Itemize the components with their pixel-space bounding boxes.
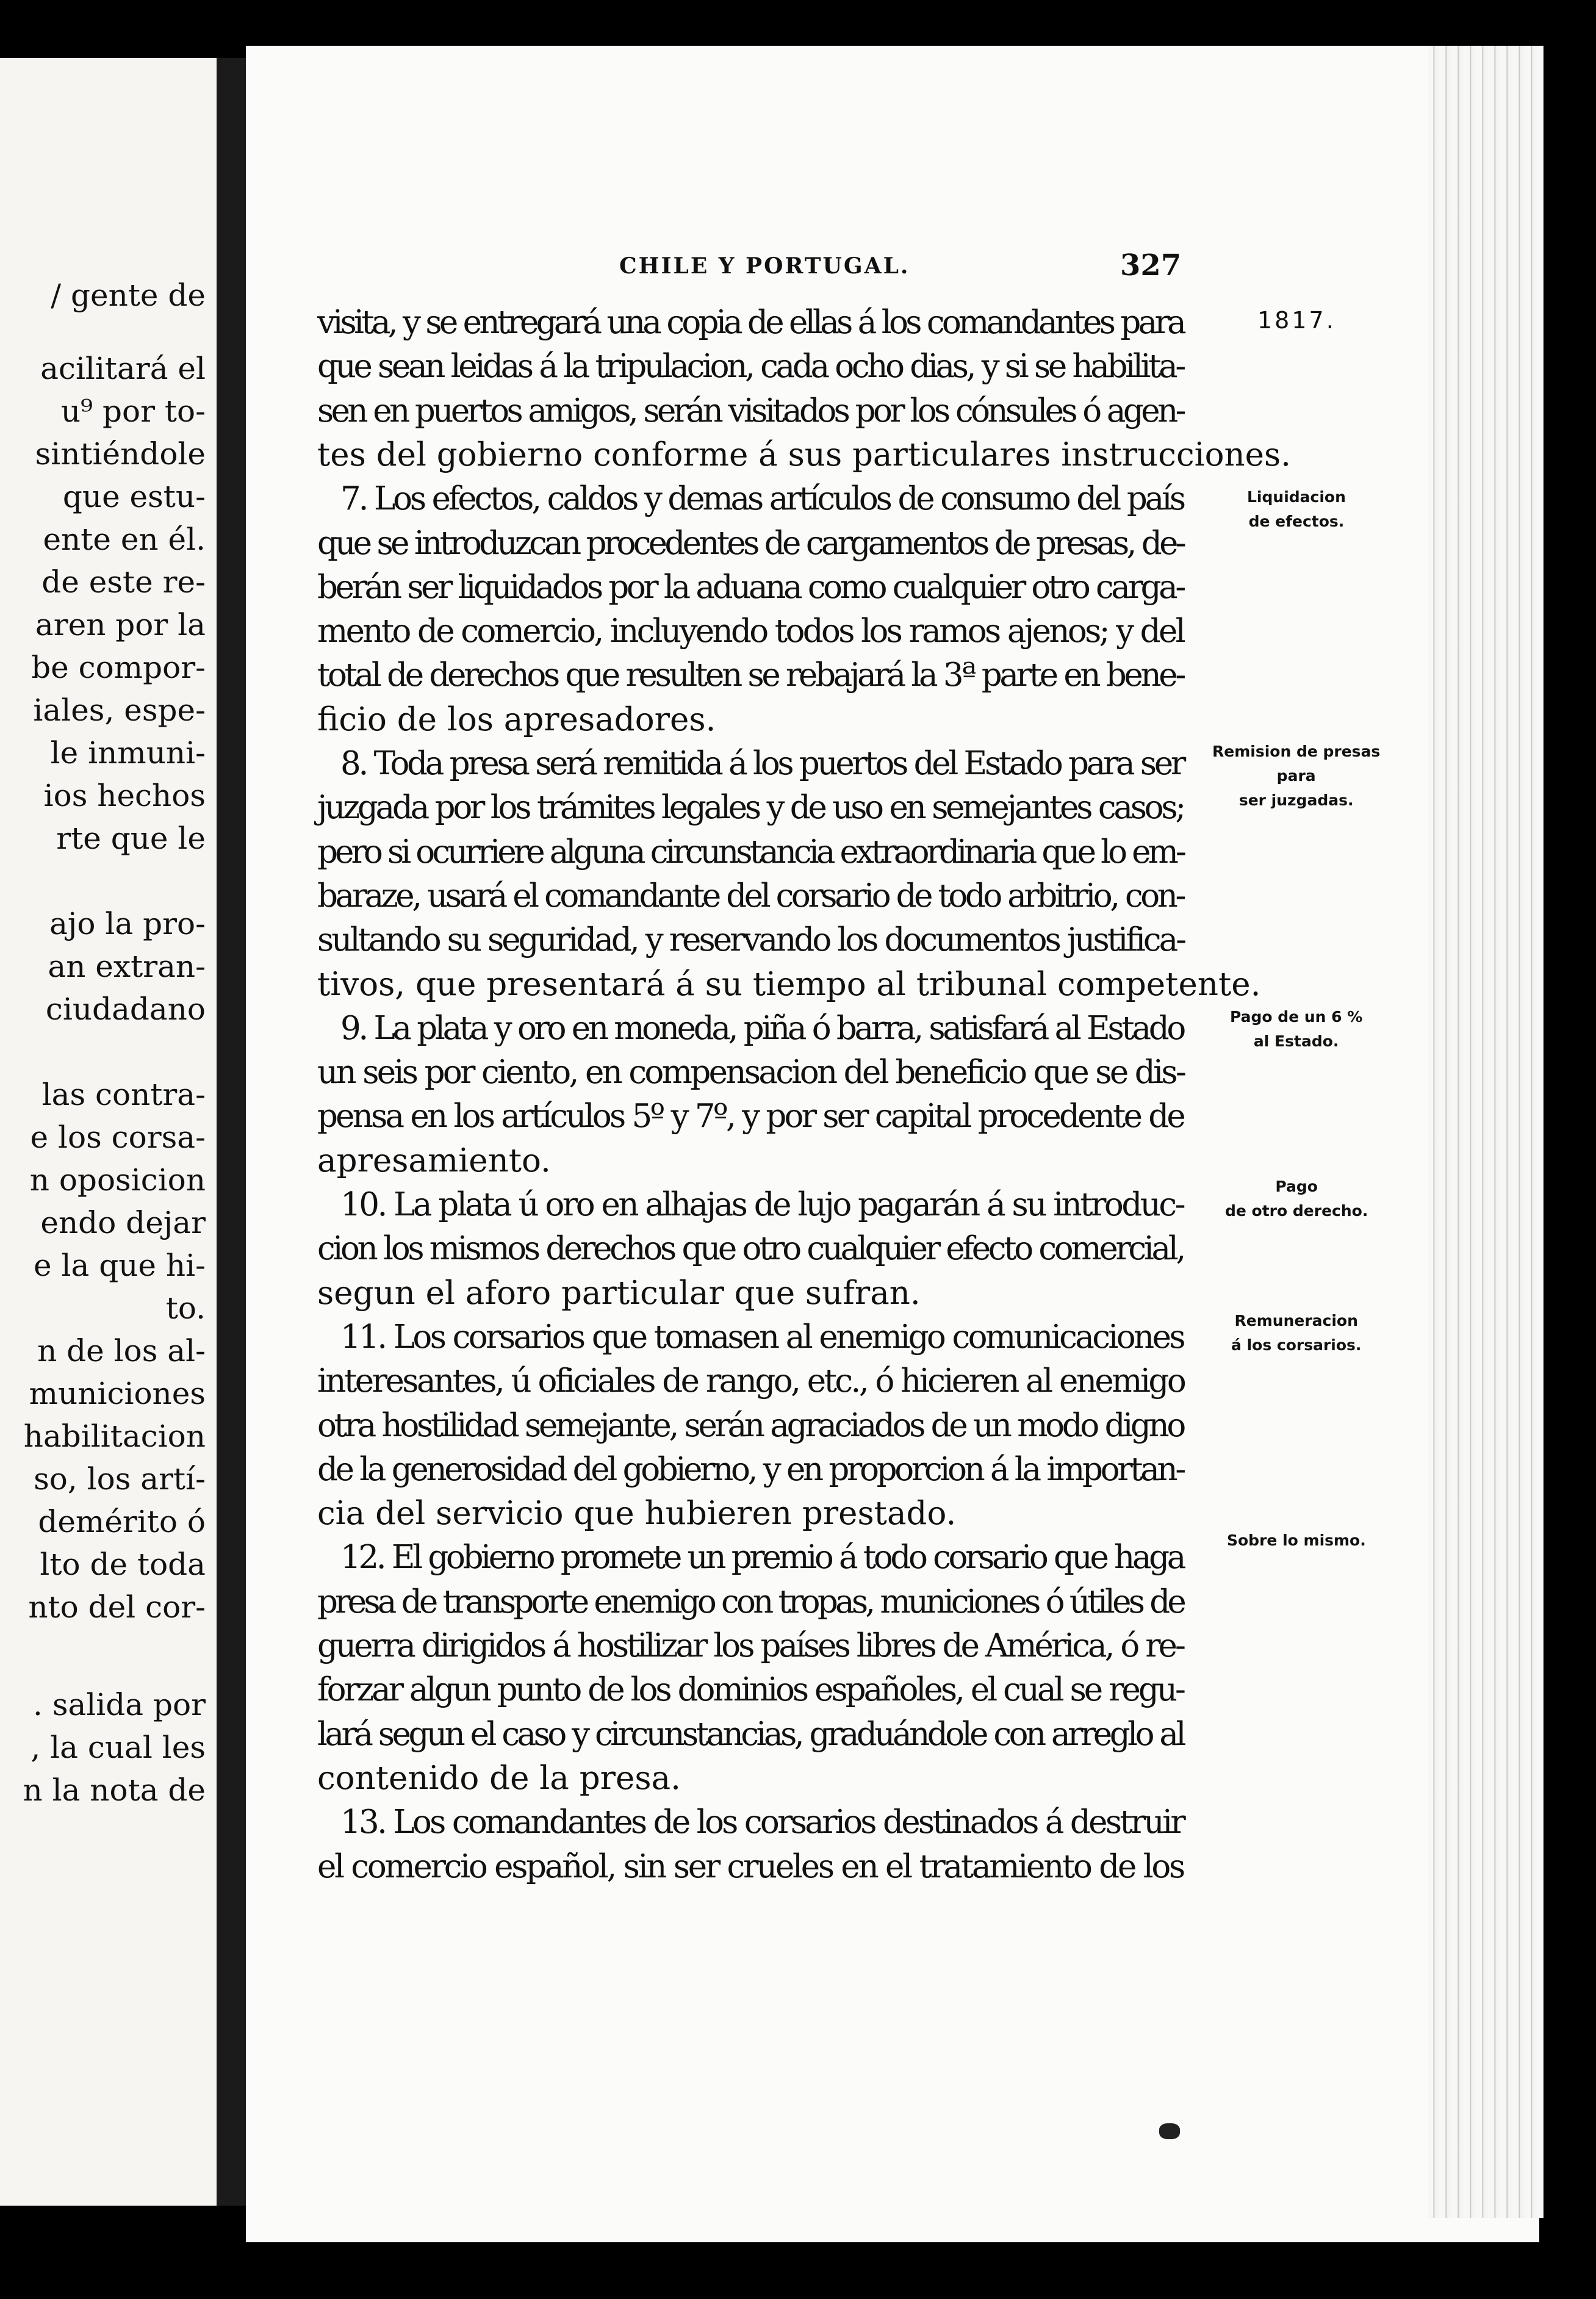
body-line: 7. Los efectos, caldos y demas artículos de consumo del país	[340, 480, 1184, 517]
body-line: mento de comercio, incluyendo todos los ramos ajenos; y del	[317, 613, 1184, 650]
body-line: que sean leidas á la tripulacion, cada ocho dias, y si se habilita-	[317, 348, 1184, 385]
left-page-line: be compor-	[31, 650, 206, 685]
body-line: total de derechos que resulten se rebajará la 3ª parte en bene-	[317, 657, 1184, 694]
margin-note: Liquidacion de efectos.	[1247, 488, 1346, 530]
body-line: que se introduzcan procedentes de cargamentos de presas, de-	[317, 525, 1184, 562]
body-line: 10. La plata ú oro en alhajas de lujo pagarán á su introduc-	[340, 1186, 1184, 1223]
margin-note: Remision de presas para ser juzgadas.	[1212, 743, 1381, 809]
body-line: 9. La plata y oro en moneda, piña ó barra, satisfará al Estado	[340, 1010, 1184, 1047]
left-page-fragment	[0, 58, 217, 2206]
left-page-line: lto de toda	[40, 1547, 206, 1582]
body-line: visita, y se entregará una copia de ellas á los comandantes para	[317, 304, 1184, 341]
margin-note: Sobre lo mismo.	[1227, 1531, 1366, 1549]
left-page-line: las contra-	[41, 1077, 206, 1112]
left-page-line: n la nota de	[23, 1772, 206, 1808]
body-line: apresamiento.	[317, 1142, 551, 1179]
body-line: cion los mismos derechos que otro cualquier efecto comercial,	[317, 1230, 1184, 1267]
left-page-line: u⁹ por to-	[60, 394, 206, 429]
left-page-line: de este re-	[41, 564, 206, 600]
body-line: ficio de los apresadores.	[317, 701, 716, 738]
body-line: juzgada por los trámites legales y de uso en semejantes casos;	[317, 789, 1184, 826]
left-page-line: to.	[165, 1290, 206, 1326]
left-page-line: ios hechos	[43, 778, 206, 813]
left-page-line: / gente de	[51, 278, 206, 313]
left-page-line: n oposicion	[29, 1162, 206, 1198]
page-edges	[1428, 46, 1544, 2218]
body-line: otra hostilidad semejante, serán agraciados de un modo digno	[317, 1407, 1184, 1444]
left-page-line: e la que hi-	[34, 1248, 206, 1283]
body-line: tivos, que presentará á su tiempo al tribunal competente.	[317, 966, 1261, 1003]
margin-note: Pago de un 6 % al Estado.	[1230, 1008, 1363, 1050]
left-page-line: n de los al-	[37, 1333, 206, 1369]
ink-speck	[1159, 2123, 1180, 2139]
body-line: baraze, usará el comandante del corsario de todo arbitrio, con-	[317, 877, 1184, 915]
body-line: 12. El gobierno promete un premio á todo corsario que haga	[340, 1539, 1184, 1576]
body-line: interesantes, ú oficiales de rango, etc., ó hicieren al enemigo	[317, 1362, 1185, 1400]
left-page-line: an extran-	[48, 949, 206, 984]
margin-note: 1817.	[1257, 307, 1336, 334]
body-line: tes del gobierno conforme á sus particulares instrucciones.	[317, 436, 1292, 473]
body-line: lará segun el caso y circunstancias, graduándole con arreglo al	[317, 1716, 1184, 1753]
body-line: 13. Los comandantes de los corsarios destinados á destruir	[340, 1804, 1184, 1841]
left-page-line: acilitará el	[40, 351, 206, 386]
body-line: de la generosidad del gobierno, y en proporcion á la importan-	[317, 1451, 1184, 1488]
body-line: el comercio español, sin ser crueles en el tratamiento de los	[317, 1848, 1184, 1885]
left-page-line: rte que le	[56, 821, 206, 856]
body-line: guerra dirigidos á hostilizar los países libres de América, ó re-	[317, 1627, 1184, 1664]
body-line: pero si ocurriere alguna circunstancia extraordinaria que lo em-	[317, 833, 1184, 871]
body-line: contenido de la presa.	[317, 1760, 681, 1797]
body-line: presa de transporte enemigo con tropas, municiones ó útiles de	[317, 1583, 1184, 1621]
page-number: 327	[1120, 248, 1182, 282]
body-line: pensa en los artículos 5º y 7º, y por ser capital procedente de	[317, 1098, 1184, 1135]
body-line: cia del servicio que hubieren prestado.	[317, 1495, 957, 1532]
margin-note: Remuneracion á los corsarios.	[1231, 1312, 1362, 1354]
left-page-line: sintiéndole	[35, 436, 206, 472]
left-page-line: nto del cor-	[28, 1589, 206, 1625]
body-line: segun el aforo particular que sufran.	[317, 1275, 921, 1312]
body-line: forzar algun punto de los dominios españoles, el cual se regu-	[317, 1671, 1184, 1708]
body-line: berán ser liquidados por la aduana como cualquier otro carga-	[317, 569, 1184, 606]
left-page-line: municiones	[29, 1376, 206, 1411]
margin-note: Pago de otro derecho.	[1225, 1178, 1368, 1220]
left-page-line: . salida por	[33, 1687, 206, 1722]
left-page-line: e los corsa-	[30, 1120, 206, 1155]
left-page-line: iales, espe-	[33, 693, 206, 728]
left-page-line: ciudadano	[45, 991, 206, 1027]
left-page-line: , la cual les	[31, 1730, 206, 1765]
left-page-line: demérito ó	[38, 1504, 206, 1539]
left-page-line: habilitacion	[23, 1419, 206, 1454]
body-line: un seis por ciento, en compensacion del beneficio que se dis-	[317, 1054, 1185, 1091]
body-line: sen en puertos amigos, serán visitados por los cónsules ó agen-	[317, 392, 1184, 430]
left-page-line: aren por la	[35, 607, 206, 642]
left-page-line: le inmuni-	[50, 735, 206, 771]
left-page-line: ajo la pro-	[49, 906, 206, 941]
left-page-line: endo dejar	[40, 1205, 206, 1240]
book-gutter	[217, 58, 246, 2206]
body-line: 11. Los corsarios que tomasen al enemigo comunicaciones	[340, 1319, 1184, 1356]
left-page-line: que estu-	[62, 479, 206, 514]
left-page-line: ente en él.	[43, 522, 206, 557]
running-title: CHILE Y PORTUGAL.	[619, 253, 910, 279]
body-line: sultando su seguridad, y reservando los documentos justifica-	[317, 921, 1185, 959]
body-line: 8. Toda presa será remitida á los puertos del Estado para ser	[340, 745, 1184, 782]
left-page-line: so, los artí-	[34, 1461, 206, 1497]
